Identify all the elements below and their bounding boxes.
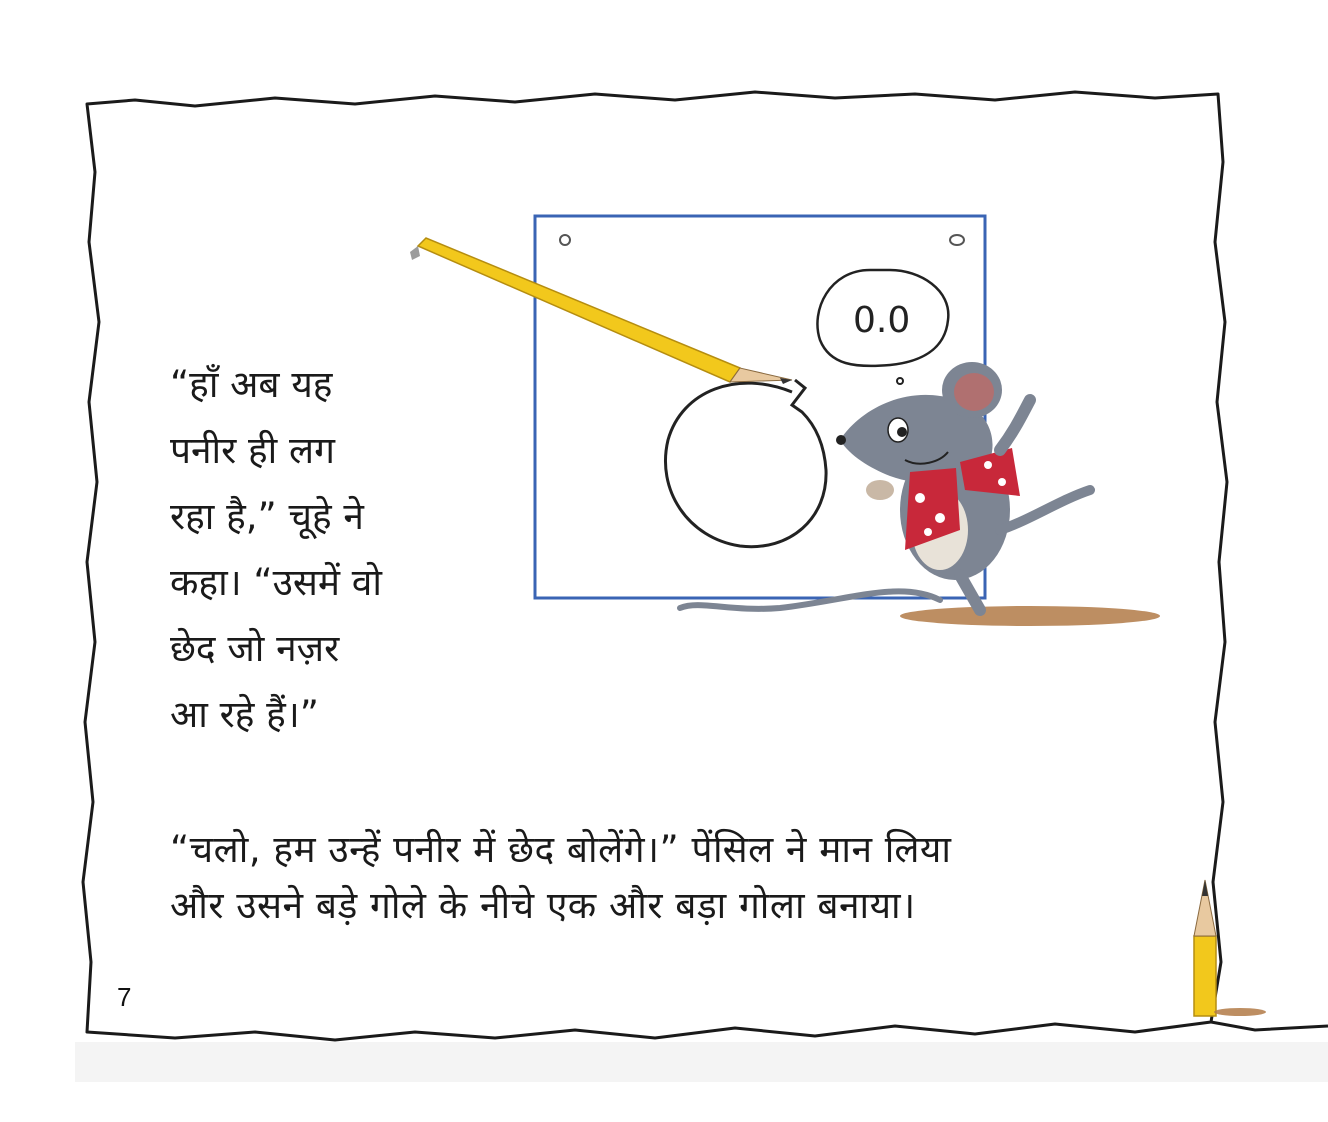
page-number: 7 [117, 982, 132, 1012]
paragraph-line: “चलो, हम उन्हें पनीर में छेद बोलेंगे।” पेंसिल ने मान लिया [170, 828, 952, 871]
poem-text [170, 352, 382, 748]
floor-shadow [900, 606, 1160, 626]
poem-line: रहा है,” चूहे ने [170, 495, 364, 538]
corner-pencil-icon [1180, 870, 1270, 1020]
thought-bubble-text: 0.0 [853, 300, 911, 341]
story-paragraph [170, 822, 951, 934]
poem-line: आ रहे हैं।” [170, 693, 319, 736]
paragraph-line: और उसने बड़े गोले के नीचे एक और बड़ा गोला बनाया। [170, 884, 916, 927]
poem-line: पनीर ही लग [170, 429, 335, 472]
poem-line: “हाँ अब यह [170, 363, 333, 406]
poem-line: छेद जो नज़र [170, 627, 340, 670]
poem-line: कहा। “उसमें वो [170, 561, 382, 604]
story-illustration [400, 200, 1170, 660]
